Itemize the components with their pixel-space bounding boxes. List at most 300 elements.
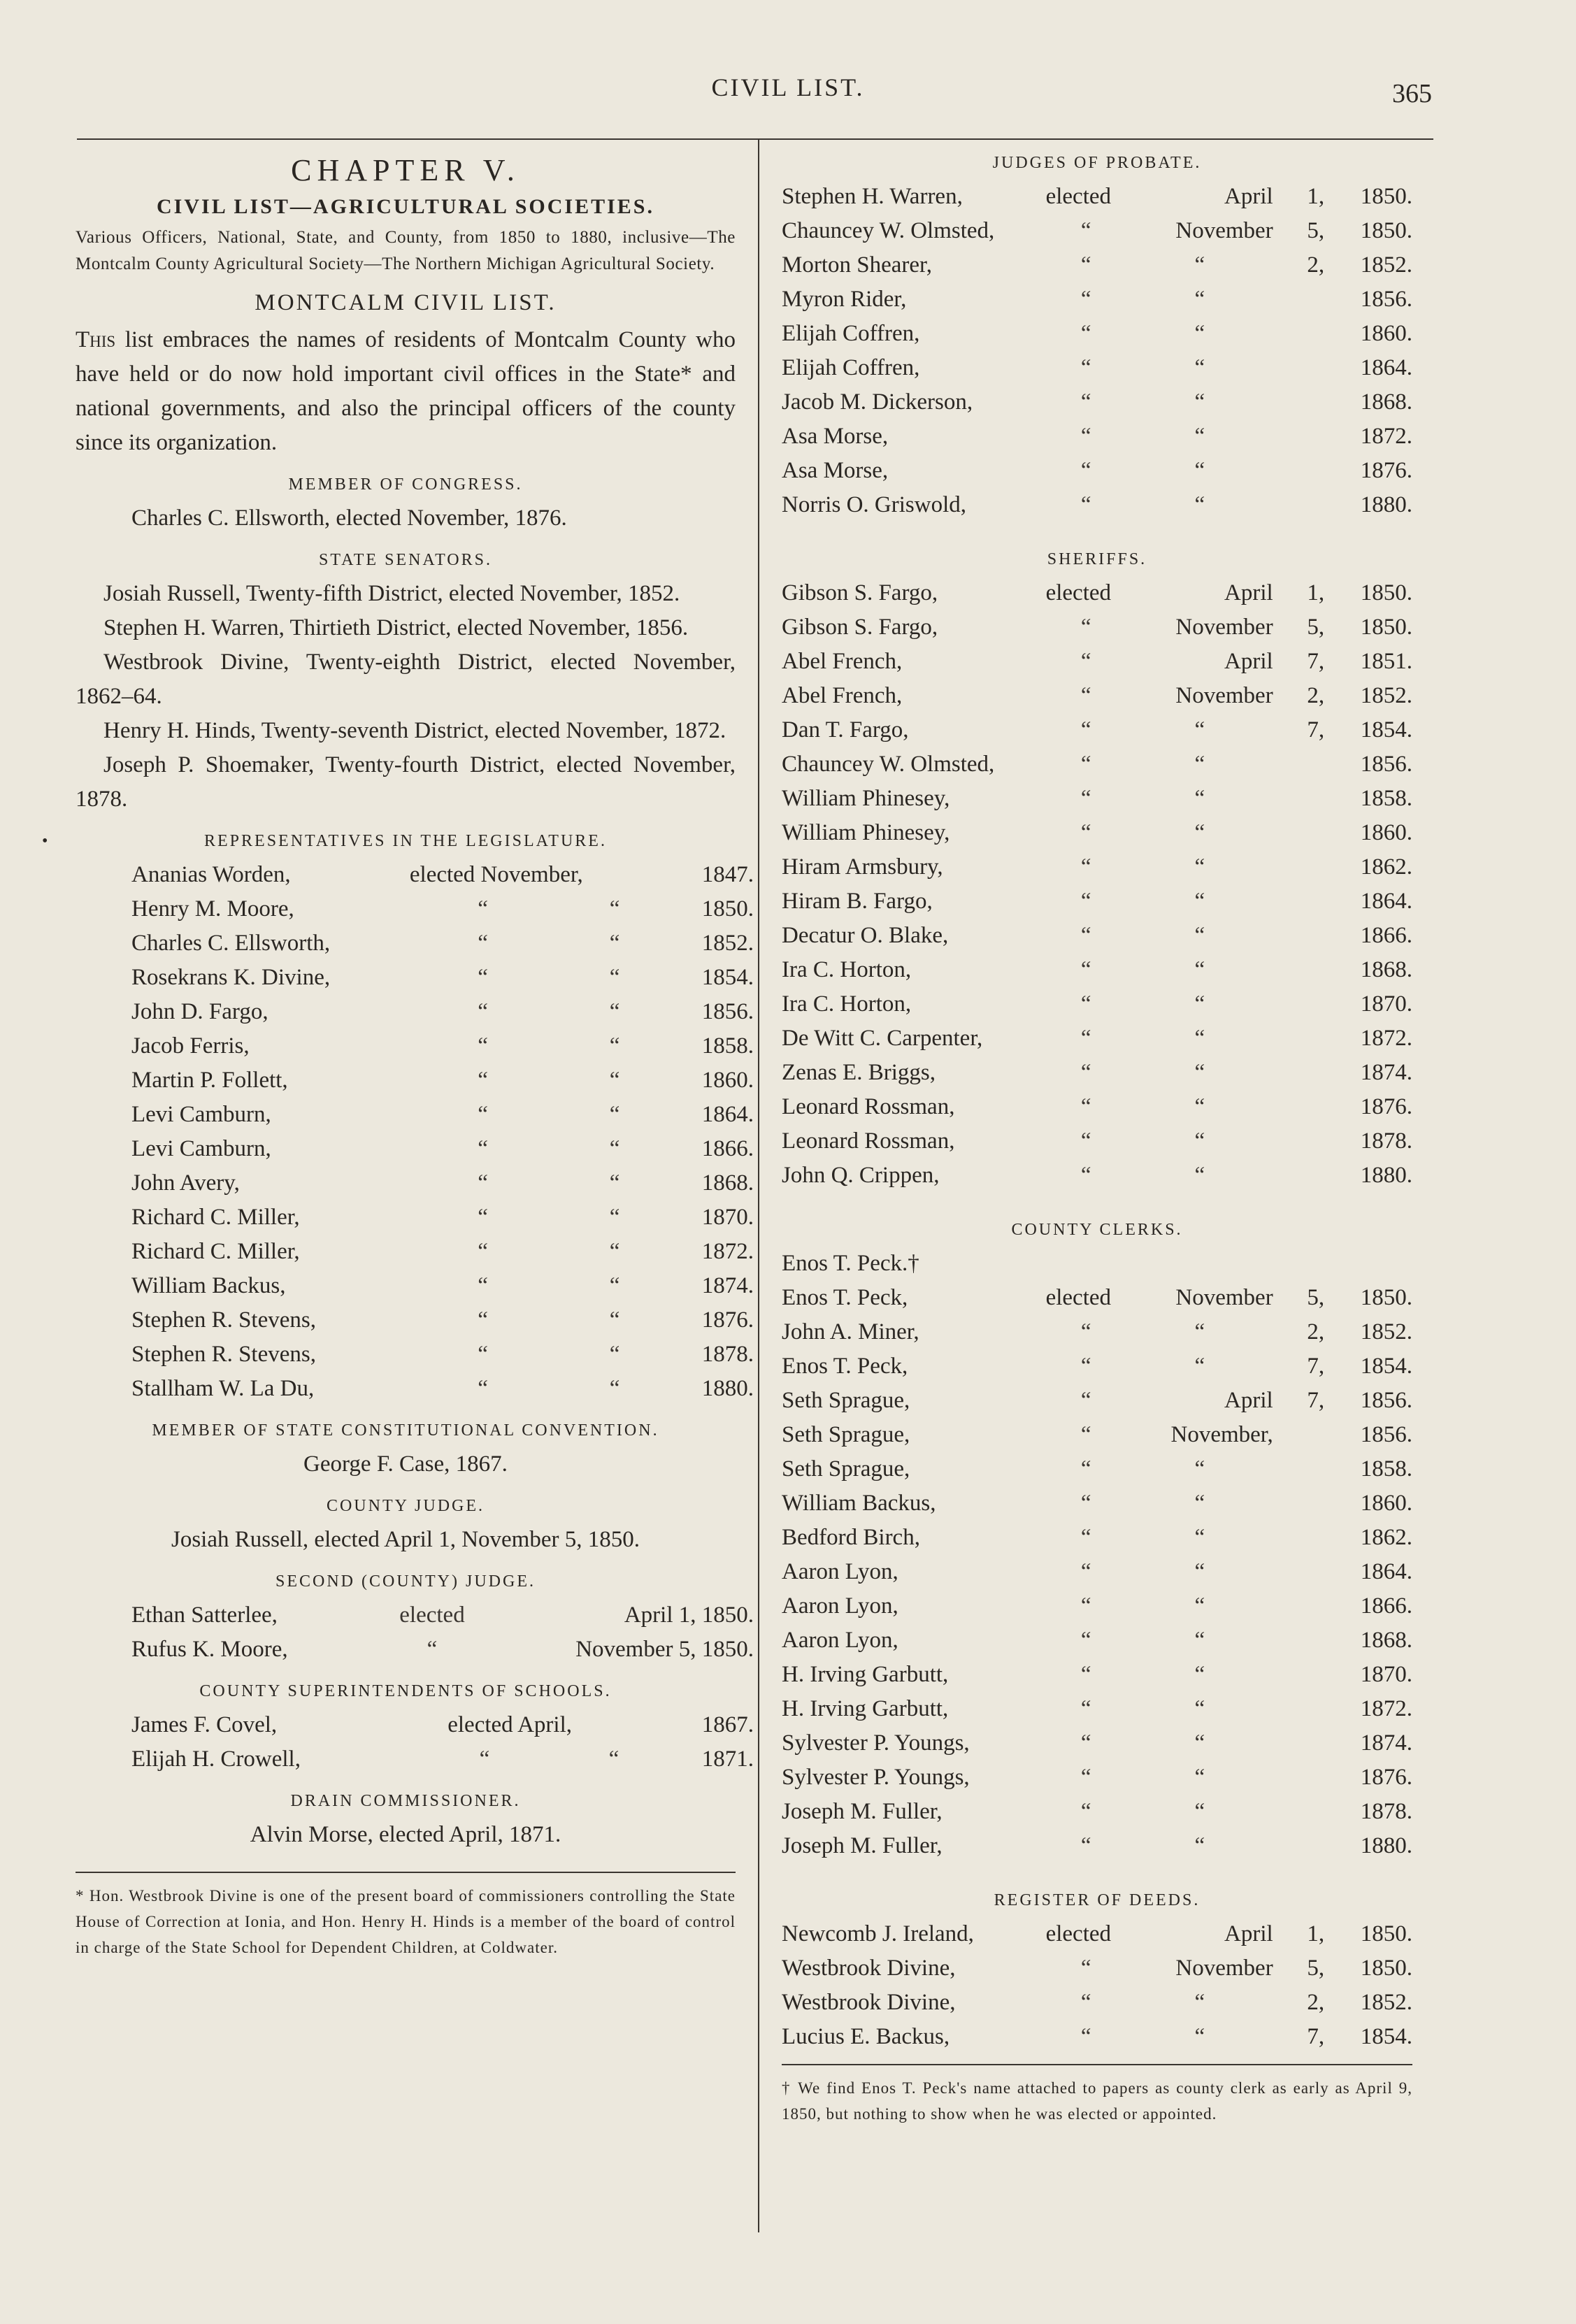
status-cell: elected November, (409, 862, 583, 887)
table-row (782, 1521, 1412, 1555)
county-judge-entry: Josiah Russell, elected April 1, November 5, 1850. (171, 1527, 640, 1552)
year-cell: 1856. (701, 999, 754, 1024)
table-row (782, 1021, 1412, 1056)
status-cell: elected (399, 1602, 465, 1628)
year-cell: 1854. (1360, 717, 1412, 743)
table-row (782, 1986, 1412, 2020)
status-cell: “ (1080, 1765, 1091, 1790)
day-cell (1273, 282, 1324, 317)
table-row (782, 282, 1412, 317)
month-cell: November (1175, 1956, 1273, 1981)
table-row (782, 1315, 1412, 1349)
month-cell: “ (1194, 492, 1205, 517)
status-cell: “ (1080, 923, 1091, 948)
status-cell: “ (479, 1746, 490, 1772)
year-cell: 1876. (701, 1307, 754, 1333)
name-cell: Elijah Coffren, (782, 321, 920, 346)
day-cell: 1, (1307, 1921, 1325, 1946)
ditto-cell: “ (609, 1307, 620, 1333)
day-cell (1273, 1555, 1324, 1589)
name-cell: Newcomb J. Ireland, (782, 1921, 974, 1946)
year-cell: 1850. (1360, 1921, 1412, 1946)
deeds-table (782, 1917, 1412, 2054)
second-judge-heading: SECOND (COUNTY) JUDGE. (275, 1572, 536, 1591)
table-row (782, 454, 1412, 488)
table-row (782, 1760, 1412, 1795)
day-cell: 7, (1307, 2024, 1325, 2049)
name-cell: Jacob M. Dickerson, (782, 389, 973, 415)
year-cell: 1870. (1360, 991, 1412, 1017)
name-cell: Asa Morse, (782, 458, 889, 483)
table-row (782, 576, 1412, 610)
status-cell: “ (1080, 1026, 1091, 1051)
name-cell: Chauncey W. Olmsted, (782, 752, 995, 777)
name-cell: Sylvester P. Youngs, (782, 1730, 970, 1756)
year-cell: 1864. (1360, 889, 1412, 914)
year-cell: 1852. (1360, 1990, 1412, 2015)
footnote-rule (76, 1872, 736, 1873)
month-cell: “ (1194, 458, 1205, 483)
day-cell (1273, 419, 1324, 454)
month-cell: “ (1194, 1990, 1205, 2015)
deeds-heading: REGISTER OF DEEDS. (994, 1891, 1201, 1909)
status-cell: “ (1080, 252, 1091, 278)
month-cell: April (1224, 649, 1273, 674)
year-cell: 1866. (701, 1136, 754, 1161)
name-cell: Morton Shearer, (782, 252, 932, 278)
month-cell: November (1175, 683, 1273, 708)
name-cell: Levi Camburn, (131, 1102, 271, 1127)
month-cell: “ (1194, 786, 1205, 811)
congress-entry: Charles C. Ellsworth, elected November, 1876. (131, 505, 567, 531)
status-cell: “ (1080, 1956, 1091, 1981)
month-cell: “ (1194, 1060, 1205, 1085)
year-cell: 1850. (1360, 1956, 1412, 1981)
name-cell: Asa Morse, (782, 424, 889, 449)
table-row (782, 1452, 1412, 1486)
senator-entry: Westbrook Divine, Twenty-eighth District, elected November, 1862–64. (76, 650, 736, 709)
table-row (782, 385, 1412, 419)
table-row (782, 1951, 1412, 1986)
year-cell: 1864. (1360, 1559, 1412, 1584)
day-cell (1273, 850, 1324, 884)
ditto-cell: “ (609, 1033, 620, 1059)
representatives-heading: REPRESENTATIVES IN THE LEGISLATURE. (204, 832, 607, 850)
status-cell: “ (1080, 1422, 1091, 1447)
day-cell: 5, (1307, 218, 1325, 243)
day-cell (1273, 919, 1324, 953)
second-judge-table (131, 1598, 754, 1667)
status-cell: “ (478, 1239, 488, 1264)
year-cell: 1870. (1360, 1662, 1412, 1687)
name-cell: Gibson S. Fargo, (782, 615, 938, 640)
name-cell: Norris O. Griswold, (782, 492, 966, 517)
table-row (782, 1795, 1412, 1829)
status-cell: “ (478, 1033, 488, 1059)
superintendents-table (131, 1708, 754, 1777)
convention-entry: George F. Case, 1867. (303, 1451, 508, 1477)
status-cell: “ (478, 931, 488, 956)
month-cell: “ (1194, 752, 1205, 777)
name-cell: James F. Covel, (131, 1712, 278, 1737)
table-row (782, 1124, 1412, 1159)
name-cell: Abel French, (782, 683, 903, 708)
year-cell: 1864. (1360, 355, 1412, 380)
year-cell: 1856. (1360, 1422, 1412, 1447)
status-cell: “ (1080, 717, 1091, 743)
intro-text: list embraces the names of residents of Montcalm County who have held or do now hold important civil offices in the State* and national governments, and also the principal officers of the county since its organization. (76, 327, 736, 455)
table-row (782, 1658, 1412, 1692)
table-row (782, 645, 1412, 679)
status-cell: “ (427, 1637, 438, 1662)
status-cell: “ (1080, 957, 1091, 982)
year-cell: 1862. (1360, 1525, 1412, 1550)
montcalm-civil-list-title: MONTCALM CIVIL LIST. (255, 290, 557, 315)
year-cell: 1874. (701, 1273, 754, 1298)
status-cell: “ (1080, 1163, 1091, 1188)
status-cell: “ (478, 1170, 488, 1196)
status-cell: “ (1080, 355, 1091, 380)
day-cell (1273, 987, 1324, 1021)
day-cell: 1, (1307, 184, 1325, 209)
table-row (782, 1159, 1412, 1193)
name-cell: Rufus K. Moore, (131, 1637, 288, 1662)
table-row (131, 1029, 754, 1063)
probate-heading: JUDGES OF PROBATE. (992, 154, 1202, 172)
name-cell: Aaron Lyon, (782, 1628, 898, 1653)
month-cell: “ (1194, 321, 1205, 346)
month-cell: “ (1194, 1094, 1205, 1119)
day-cell (1273, 747, 1324, 782)
year-cell: 1878. (1360, 1128, 1412, 1154)
year-cell: 1858. (1360, 1456, 1412, 1482)
day-cell (1273, 1418, 1324, 1452)
year-cell: 1850. (1360, 218, 1412, 243)
year-cell: 1847. (701, 862, 754, 887)
name-cell: Westbrook Divine, (782, 1990, 956, 2015)
month-cell: “ (1194, 424, 1205, 449)
table-row (131, 1132, 754, 1166)
status-cell: “ (1080, 1730, 1091, 1756)
ditto-cell: “ (609, 999, 620, 1024)
year-cell: 1850. (1360, 184, 1412, 209)
status-cell: “ (1080, 1593, 1091, 1619)
table-row (782, 713, 1412, 747)
name-cell: Seth Sprague, (782, 1388, 910, 1413)
day-cell: 7, (1307, 1354, 1325, 1379)
name-cell: Zenas E. Briggs, (782, 1060, 936, 1085)
name-cell: Westbrook Divine, (782, 1956, 956, 1981)
name-cell: Joseph M. Fuller, (782, 1833, 943, 1858)
chapter-synopsis: Various Officers, National, State, and County, from 1850 to 1880, inclusive—The Montcalm County Agricultural Society—The Northern Michigan Agricultural Society. (76, 228, 736, 273)
day-cell (1273, 953, 1324, 987)
day-cell (1273, 1829, 1324, 1863)
status-cell: “ (1080, 1128, 1091, 1154)
day-cell: 2, (1307, 683, 1325, 708)
day-cell (1273, 454, 1324, 488)
table-row (782, 816, 1412, 850)
status-cell: “ (1080, 321, 1091, 346)
ditto-cell: “ (609, 1376, 620, 1401)
month-cell: “ (1194, 1559, 1205, 1584)
day-cell: 5, (1307, 615, 1325, 640)
year-cell: 1850. (701, 896, 754, 921)
year-cell: 1867. (701, 1712, 754, 1737)
month-cell: “ (1194, 1628, 1205, 1653)
header-rule (77, 138, 1433, 140)
status-cell: “ (1080, 1662, 1091, 1687)
year-cell: 1856. (1360, 1388, 1412, 1413)
name-cell: Seth Sprague, (782, 1422, 910, 1447)
senator-entry: Joseph P. Shoemaker, Twenty-fourth District, elected November, 1878. (76, 752, 736, 812)
chapter-subtitle: CIVIL LIST—AGRICULTURAL SOCIETIES. (157, 195, 654, 218)
representatives-table (131, 858, 754, 1406)
year-cell: 1876. (1360, 1094, 1412, 1119)
status-cell: “ (1080, 389, 1091, 415)
month-cell: November (1175, 218, 1273, 243)
name-cell: Stephen R. Stevens, (131, 1307, 316, 1333)
month-cell: “ (1194, 1319, 1205, 1344)
name-cell: Bedford Birch, (782, 1525, 920, 1550)
table-row (782, 1589, 1412, 1623)
day-cell (1273, 1124, 1324, 1159)
day-cell (1273, 1056, 1324, 1090)
year-cell: 1852. (1360, 683, 1412, 708)
right-column (782, 152, 1412, 2127)
month-cell: “ (1194, 1799, 1205, 1824)
month-cell: “ (1194, 1833, 1205, 1858)
status-cell: elected (1045, 580, 1112, 605)
name-cell: Chauncey W. Olmsted, (782, 218, 995, 243)
year-cell: 1872. (1360, 1696, 1412, 1721)
month-cell: “ (1194, 1730, 1205, 1756)
name-cell: H. Irving Garbutt, (782, 1696, 949, 1721)
day-cell (1273, 1159, 1324, 1193)
status-cell: “ (478, 1136, 488, 1161)
table-row (782, 488, 1412, 522)
year-cell: 1854. (1360, 2024, 1412, 2049)
name-cell: Gibson S. Fargo, (782, 580, 938, 605)
name-cell: Lucius E. Backus, (782, 2024, 950, 2049)
table-row (782, 610, 1412, 645)
status-cell: “ (478, 1307, 488, 1333)
name-cell: Rosekrans K. Divine, (131, 965, 331, 990)
status-cell: “ (1080, 1525, 1091, 1550)
name-cell: Richard C. Miller, (131, 1239, 300, 1264)
table-row (131, 1708, 754, 1742)
table-row (782, 1090, 1412, 1124)
year-cell: 1878. (701, 1342, 754, 1367)
date-cell: April 1, 1850. (624, 1602, 754, 1628)
month-cell: “ (1194, 1696, 1205, 1721)
name-cell: Elijah Coffren, (782, 355, 920, 380)
name-cell: Stephen H. Warren, (782, 184, 963, 209)
day-cell (1273, 1795, 1324, 1829)
table-row (131, 1598, 754, 1633)
month-cell: “ (1194, 1662, 1205, 1687)
name-cell: Ira C. Horton, (782, 991, 912, 1017)
name-cell: Hiram B. Fargo, (782, 889, 933, 914)
day-cell: 5, (1307, 1285, 1325, 1310)
day-cell: 2, (1307, 1319, 1325, 1344)
intro-first-word: This (76, 327, 116, 352)
name-cell: Abel French, (782, 649, 903, 674)
month-cell: “ (1194, 991, 1205, 1017)
status-cell: “ (478, 1273, 488, 1298)
table-row (782, 1349, 1412, 1384)
status-cell: “ (1080, 820, 1091, 845)
sheriffs-table (782, 576, 1412, 1193)
table-row (782, 1726, 1412, 1760)
day-cell (1273, 1623, 1324, 1658)
day-cell (1273, 317, 1324, 351)
ditto-cell: “ (609, 965, 620, 990)
name-cell: Stephen R. Stevens, (131, 1342, 316, 1367)
table-row (782, 214, 1412, 248)
month-cell: April (1224, 184, 1273, 209)
day-cell (1273, 488, 1324, 522)
status-cell: “ (1080, 1990, 1091, 2015)
day-cell: 2, (1307, 252, 1325, 278)
clerks-heading: COUNTY CLERKS. (1011, 1221, 1183, 1239)
year-cell: 1850. (1360, 1285, 1412, 1310)
status-cell: “ (1080, 854, 1091, 880)
table-row (782, 884, 1412, 919)
month-cell: “ (1194, 889, 1205, 914)
name-cell: Dan T. Fargo, (782, 717, 909, 743)
status-cell: “ (1080, 2024, 1091, 2049)
month-cell: “ (1194, 1456, 1205, 1482)
status-cell: “ (1080, 1388, 1091, 1413)
senators-heading: STATE SENATORS. (318, 551, 492, 569)
table-row (782, 679, 1412, 713)
clerks-table (782, 1281, 1412, 1863)
status-cell: “ (1080, 1799, 1091, 1824)
table-row (782, 1281, 1412, 1315)
day-cell: 1, (1307, 580, 1325, 605)
status-cell: “ (1080, 752, 1091, 777)
month-cell: April (1224, 580, 1273, 605)
superintendents-heading: COUNTY SUPERINTENDENTS OF SCHOOLS. (199, 1682, 612, 1700)
senator-entry: Henry H. Hinds, Twenty-seventh District, elected November, 1872. (103, 718, 726, 743)
name-cell: Henry M. Moore, (131, 896, 294, 921)
date-cell: November 5, 1850. (575, 1637, 754, 1662)
ditto-cell: “ (609, 896, 620, 921)
status-cell: “ (478, 999, 488, 1024)
day-cell (1273, 1452, 1324, 1486)
name-cell: William Phinesey, (782, 820, 950, 845)
table-row (782, 1418, 1412, 1452)
table-row (131, 926, 754, 961)
footnote-left: * Hon. Westbrook Divine is one of the present board of commissioners controlling the State House of Correction at Ionia, and Hon. Henry H. Hinds is a member of the board of control in charge of the State School for Dependent Children, at Coldwater. (76, 1887, 736, 1956)
month-cell: “ (1194, 389, 1205, 415)
table-row (782, 1486, 1412, 1521)
status-cell: “ (1080, 1354, 1091, 1379)
day-cell (1273, 1589, 1324, 1623)
name-cell: De Witt C. Carpenter, (782, 1026, 983, 1051)
name-cell: William Phinesey, (782, 786, 950, 811)
table-row (131, 1063, 754, 1098)
name-cell: Decatur O. Blake, (782, 923, 949, 948)
table-row (782, 1829, 1412, 1863)
month-cell: April (1224, 1921, 1273, 1946)
day-cell (1273, 1760, 1324, 1795)
year-cell: 1868. (1360, 389, 1412, 415)
ditto-cell: “ (609, 931, 620, 956)
day-cell: 5, (1307, 1956, 1325, 1981)
year-cell: 1876. (1360, 458, 1412, 483)
month-cell: November, (1170, 1422, 1273, 1447)
day-cell: 2, (1307, 1990, 1325, 2015)
year-cell: 1876. (1360, 1765, 1412, 1790)
month-cell: April (1224, 1388, 1273, 1413)
table-row (782, 248, 1412, 282)
status-cell: “ (1080, 1559, 1091, 1584)
year-cell: 1864. (701, 1102, 754, 1127)
month-cell: “ (1194, 1128, 1205, 1154)
drain-entry: Alvin Morse, elected April, 1871. (250, 1822, 561, 1847)
table-row (131, 892, 754, 926)
day-cell (1273, 782, 1324, 816)
year-cell: 1866. (1360, 923, 1412, 948)
status-cell: “ (478, 1376, 488, 1401)
name-cell: Aaron Lyon, (782, 1559, 898, 1584)
name-cell: Leonard Rossman, (782, 1094, 955, 1119)
year-cell: 1872. (1360, 1026, 1412, 1051)
day-cell (1273, 1486, 1324, 1521)
name-cell: Sylvester P. Youngs, (782, 1765, 970, 1790)
day-cell (1273, 1090, 1324, 1124)
year-cell: 1858. (1360, 786, 1412, 811)
table-row (782, 317, 1412, 351)
status-cell: “ (478, 896, 488, 921)
ditto-cell: “ (609, 1342, 620, 1367)
table-row (782, 782, 1412, 816)
day-cell (1273, 816, 1324, 850)
year-cell: 1860. (1360, 820, 1412, 845)
name-cell: Enos T. Peck, (782, 1285, 908, 1310)
ditto-cell: “ (609, 1273, 620, 1298)
status-cell: “ (1080, 1696, 1091, 1721)
name-cell: William Backus, (131, 1273, 286, 1298)
month-cell: “ (1194, 717, 1205, 743)
column-divider (758, 138, 759, 2232)
status-cell: “ (1080, 1628, 1091, 1653)
name-cell: John A. Miner, (782, 1319, 919, 1344)
table-row (131, 1633, 754, 1667)
table-row (782, 2020, 1412, 2054)
name-cell: Ethan Satterlee, (131, 1602, 278, 1628)
name-cell: H. Irving Garbutt, (782, 1662, 949, 1687)
table-row (782, 1056, 1412, 1090)
year-cell: 1868. (1360, 957, 1412, 982)
year-cell: 1868. (1360, 1628, 1412, 1653)
status-cell: “ (478, 965, 488, 990)
day-cell (1273, 385, 1324, 419)
year-cell: 1872. (1360, 424, 1412, 449)
status-cell: “ (1080, 1833, 1091, 1858)
year-cell: 1852. (1360, 1319, 1412, 1344)
table-row (131, 1337, 754, 1372)
day-cell (1273, 1658, 1324, 1692)
status-cell: “ (1080, 1456, 1091, 1482)
name-cell: Ananias Worden, (131, 862, 291, 887)
ditto-cell: “ (608, 1746, 619, 1772)
year-cell: 1862. (1360, 854, 1412, 880)
month-cell: “ (1194, 1525, 1205, 1550)
ditto-cell: “ (609, 1136, 620, 1161)
month-cell: “ (1194, 287, 1205, 312)
